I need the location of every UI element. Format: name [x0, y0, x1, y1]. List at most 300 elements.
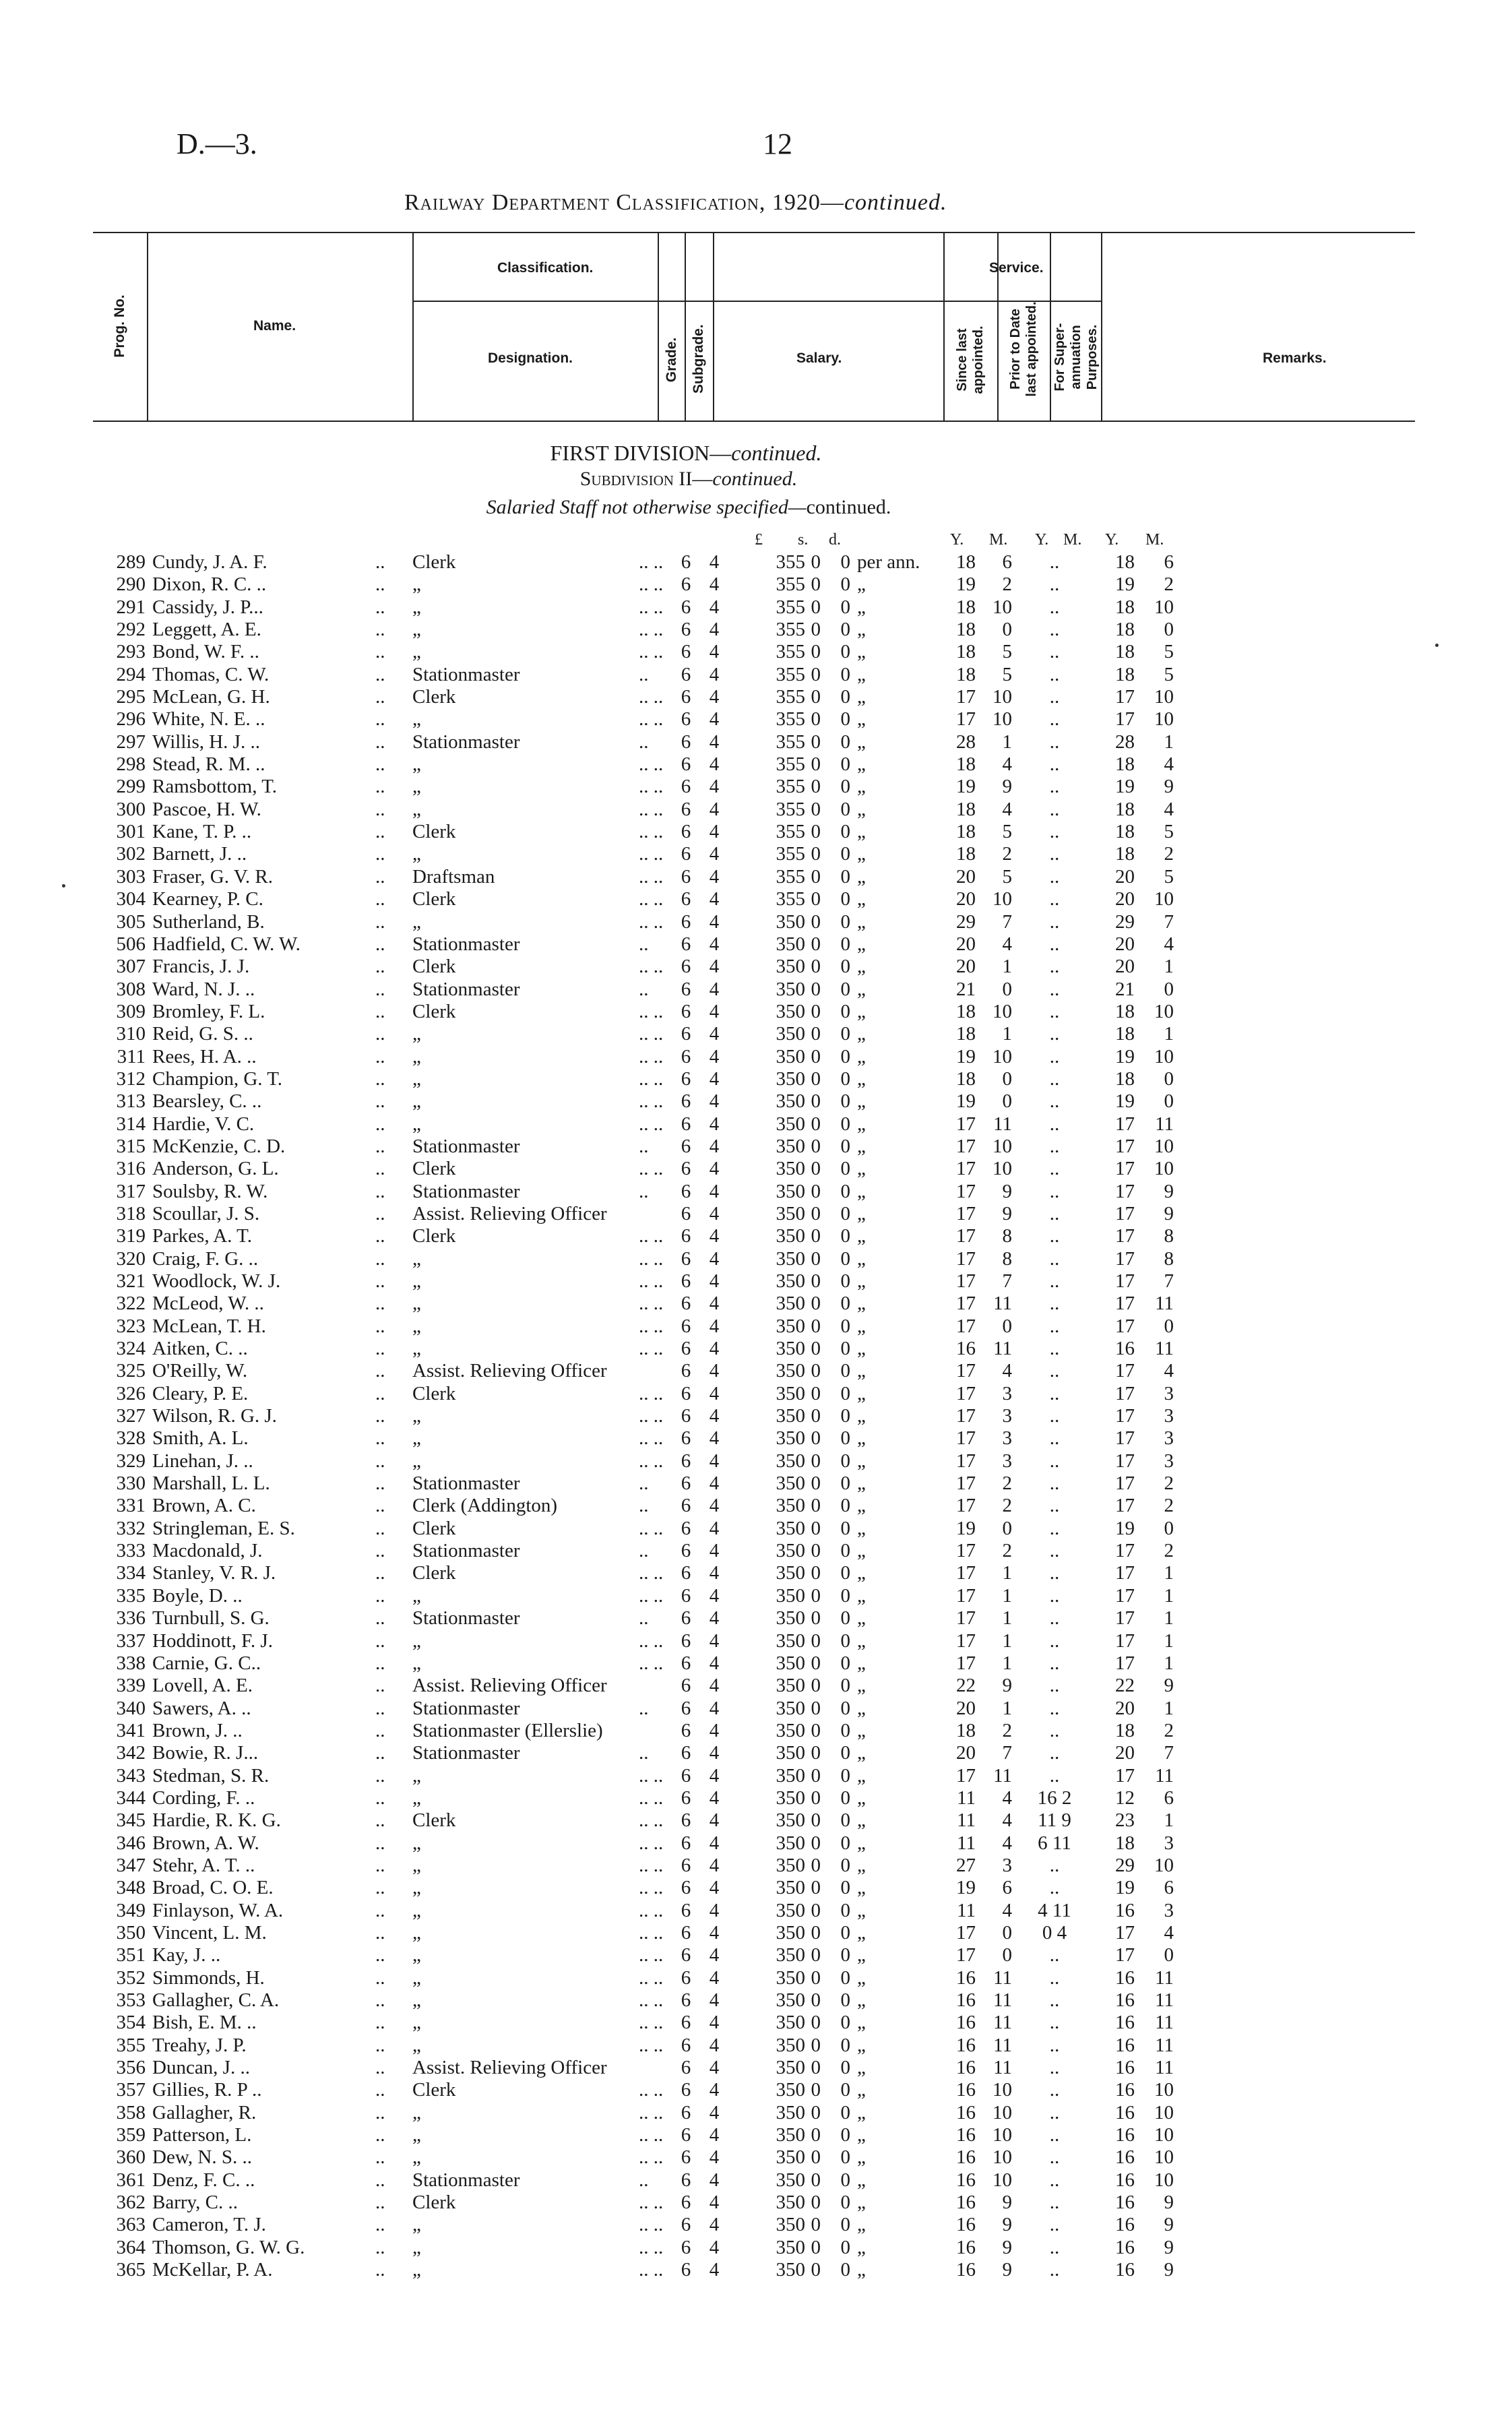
prog-no: 355: [116, 2034, 146, 2056]
prior-service: ..: [1049, 1247, 1060, 1270]
salary-pence: 0: [840, 843, 850, 865]
subgrade: 4: [709, 1652, 720, 1674]
header-prog-no: Prog. No.: [112, 294, 127, 358]
salary-pence: 0: [840, 2057, 850, 2079]
prior-service: ..: [1049, 888, 1060, 910]
salary-shillings: 0: [811, 1562, 821, 1584]
table-row: [0, 1877, 1512, 1899]
superannuation-years: 28: [1115, 731, 1135, 753]
salary-period: „: [857, 1517, 866, 1539]
table-row: [0, 1675, 1512, 1697]
grade: 6: [681, 1338, 691, 1360]
staff-name: Brown, J. ..: [152, 1719, 243, 1741]
salary-period: „: [857, 2214, 866, 2236]
leader-dots: ..: [375, 1832, 385, 1854]
salary-shillings: 0: [811, 1944, 821, 1966]
subgrade: 4: [709, 843, 720, 865]
salary-pence: 0: [840, 753, 850, 776]
grade: 6: [681, 843, 691, 865]
designation: „: [412, 1293, 421, 1315]
subgrade: 4: [709, 1540, 720, 1562]
salary-shillings: 0: [811, 2214, 821, 2236]
staff-name: Cundy, J. A. F.: [152, 551, 267, 573]
since-last-months: 9: [1002, 1180, 1012, 1202]
superannuation-months: 10: [1154, 1045, 1174, 1067]
salary-pounds: 350: [776, 1540, 805, 1562]
table-row: [0, 1248, 1512, 1270]
salary-shillings: 0: [811, 1225, 821, 1247]
salary-period: „: [857, 1899, 866, 1921]
designation: Stationmaster: [412, 1607, 520, 1630]
prog-no: 333: [116, 1540, 146, 1562]
grade: 6: [681, 1652, 691, 1674]
since-last-years: 16: [956, 2101, 976, 2123]
salary-shillings: 0: [811, 1270, 821, 1292]
superannuation-years: 18: [1115, 641, 1135, 663]
since-last-years: 18: [956, 663, 976, 685]
salary-pounds: 350: [776, 1158, 805, 1180]
since-last-months: 1: [1002, 1562, 1012, 1584]
salary-shillings: 0: [811, 1472, 821, 1495]
table-row: [0, 1944, 1512, 1966]
since-last-months: 2: [1002, 1540, 1012, 1562]
subgrade: 4: [709, 2146, 720, 2169]
superannuation-years: 18: [1115, 798, 1135, 820]
grade: 6: [681, 1899, 691, 1921]
designation: Stationmaster: [412, 663, 520, 685]
grade: 6: [681, 821, 691, 843]
staff-continued: continued.: [806, 496, 891, 518]
salary-shillings: 0: [811, 798, 821, 820]
grade: 6: [681, 753, 691, 776]
salary-shillings: 0: [811, 1854, 821, 1876]
superannuation-years: 17: [1115, 1360, 1135, 1382]
since-last-years: 20: [956, 1742, 976, 1764]
superannuation-years: 17: [1115, 1247, 1135, 1270]
salary-pence: 0: [840, 776, 850, 798]
salary-shillings: 0: [811, 1450, 821, 1472]
prior-service: ..: [1049, 1270, 1060, 1292]
designation: Stationmaster: [412, 1180, 520, 1202]
salary-period: „: [857, 2236, 866, 2258]
salary-period: „: [857, 1832, 866, 1854]
salary-period: „: [857, 1158, 866, 1180]
superannuation-years: 17: [1115, 1472, 1135, 1495]
leader-dots: ..: [375, 1180, 385, 1202]
salary-pounds: 350: [776, 1023, 805, 1045]
salary-pounds: 350: [776, 1630, 805, 1652]
since-last-months: 1: [1002, 1697, 1012, 1719]
leader-dots: ..: [375, 1989, 385, 2011]
header-name: Name.: [253, 318, 296, 334]
superannuation-years: 17: [1115, 1180, 1135, 1202]
salary-shillings: 0: [811, 956, 821, 978]
since-last-years: 17: [956, 1427, 976, 1450]
superannuation-months: 2: [1164, 573, 1174, 596]
since-last-months: 9: [1002, 776, 1012, 798]
designation: „: [412, 1045, 421, 1067]
salary-period: „: [857, 1787, 866, 1809]
leader-dots: ..: [375, 551, 385, 573]
table-row: [0, 551, 1512, 573]
prog-no: 347: [116, 1854, 146, 1876]
salary-pounds: 350: [776, 1989, 805, 2011]
since-last-years: 16: [956, 2214, 976, 2236]
salary-period: „: [857, 573, 866, 596]
prior-service: ..: [1049, 1338, 1060, 1360]
grade: 6: [681, 1697, 691, 1719]
since-last-months: 4: [1002, 753, 1012, 776]
subgrade: 4: [709, 1293, 720, 1315]
salary-shillings: 0: [811, 888, 821, 910]
since-last-years: 11: [957, 1832, 976, 1854]
since-last-months: 5: [1002, 641, 1012, 663]
prog-no: 317: [116, 1180, 146, 1202]
salary-pounds: 350: [776, 1202, 805, 1224]
prog-no: 332: [116, 1517, 146, 1539]
staff-heading: [0, 496, 1445, 519]
since-last-years: 18: [956, 596, 976, 618]
prior-service: ..: [1049, 1630, 1060, 1652]
since-last-months: 3: [1002, 1382, 1012, 1404]
salary-period: „: [857, 1023, 866, 1045]
salary-pounds: 350: [776, 1675, 805, 1697]
designation: Clerk: [412, 686, 456, 708]
grade: 6: [681, 1202, 691, 1224]
subgrade: 4: [709, 1382, 720, 1404]
designation: Stationmaster: [412, 731, 520, 753]
table-row: [0, 2169, 1512, 2192]
table-row: [0, 1203, 1512, 1225]
grade: 6: [681, 1158, 691, 1180]
salary-shillings: 0: [811, 2124, 821, 2146]
designation: „: [412, 1966, 421, 1989]
table-row: [0, 2237, 1512, 2259]
staff-name: Bowie, R. J...: [152, 1742, 259, 1764]
since-last-months: 4: [1002, 933, 1012, 955]
salary-pence: 0: [840, 910, 850, 933]
grade: 6: [681, 2146, 691, 2169]
leader-dots: ..: [375, 1450, 385, 1472]
staff-name: Bish, E. M. ..: [152, 2012, 257, 2034]
since-last-years: 21: [956, 978, 976, 1000]
superannuation-months: 9: [1164, 1675, 1174, 1697]
leader-dots: ..: [375, 1405, 385, 1427]
subgrade: 4: [709, 1338, 720, 1360]
prog-no: 324: [116, 1338, 146, 1360]
salary-pence: 0: [840, 798, 850, 820]
subgrade: 4: [709, 619, 720, 641]
table-row: [0, 956, 1512, 978]
leader-dots: .. ..: [639, 1652, 664, 1674]
grade: 6: [681, 1675, 691, 1697]
prior-service: ..: [1049, 821, 1060, 843]
prog-no: 298: [116, 753, 146, 776]
since-last-years: 11: [957, 1899, 976, 1921]
unit-years-1: Y.: [950, 531, 964, 549]
since-last-years: 16: [956, 2192, 976, 2214]
prog-no: 321: [116, 1270, 146, 1292]
unit-years-3: Y.: [1105, 531, 1119, 549]
leader-dots: ..: [375, 1787, 385, 1809]
since-last-years: 17: [956, 1764, 976, 1787]
subgrade: 4: [709, 2124, 720, 2146]
grade: 6: [681, 2124, 691, 2146]
grade: 6: [681, 2101, 691, 2123]
prior-service: ..: [1049, 686, 1060, 708]
salary-period: „: [857, 1045, 866, 1067]
salary-pence: 0: [840, 1944, 850, 1966]
salary-pounds: 355: [776, 888, 805, 910]
staff-name: Sutherland, B.: [152, 910, 265, 933]
since-last-years: 18: [956, 1000, 976, 1022]
superannuation-years: 29: [1115, 910, 1135, 933]
superannuation-years: 17: [1115, 1202, 1135, 1224]
superannuation-months: 1: [1164, 1584, 1174, 1607]
salary-pence: 0: [840, 821, 850, 843]
subgrade: 4: [709, 2079, 720, 2101]
salary-pence: 0: [840, 2169, 850, 2191]
prog-no: 304: [116, 888, 146, 910]
subgrade: 4: [709, 1809, 720, 1832]
subgrade: 4: [709, 956, 720, 978]
leader-dots: ..: [375, 1495, 385, 1517]
salary-pence: 0: [840, 2146, 850, 2169]
salary-shillings: 0: [811, 2057, 821, 2079]
designation: „: [412, 596, 421, 618]
superannuation-years: 17: [1115, 1562, 1135, 1584]
prog-no: 356: [116, 2057, 146, 2079]
superannuation-years: 16: [1115, 2259, 1135, 2281]
salary-pounds: 350: [776, 1427, 805, 1450]
designation: „: [412, 1450, 421, 1472]
subgrade: 4: [709, 2169, 720, 2191]
leader-dots: ..: [375, 1338, 385, 1360]
superannuation-years: 21: [1115, 978, 1135, 1000]
salary-pounds: 350: [776, 2012, 805, 2034]
staff-label: Salaried Staff not otherwise specified—: [486, 496, 807, 518]
table-row: [0, 979, 1512, 1001]
leader-dots: ..: [375, 1742, 385, 1764]
grade: 6: [681, 1517, 691, 1539]
designation: „: [412, 1247, 421, 1270]
designation: „: [412, 2012, 421, 2034]
designation: Assist. Relieving Officer: [412, 1675, 607, 1697]
salary-shillings: 0: [811, 1899, 821, 1921]
leader-dots: .. ..: [639, 1787, 664, 1809]
since-last-months: 11: [993, 1293, 1012, 1315]
staff-name: Craig, F. G. ..: [152, 1247, 259, 1270]
leader-dots: ..: [375, 1023, 385, 1045]
salary-period: „: [857, 1966, 866, 1989]
subgrade: 4: [709, 933, 720, 955]
leader-dots: .. ..: [639, 1225, 664, 1247]
superannuation-months: 2: [1164, 1540, 1174, 1562]
salary-pounds: 350: [776, 2101, 805, 2123]
leader-dots: ..: [639, 2169, 649, 2191]
grade: 6: [681, 956, 691, 978]
superannuation-months: 10: [1154, 1158, 1174, 1180]
staff-name: Carnie, G. C..: [152, 1652, 261, 1674]
prog-no: 303: [116, 865, 146, 888]
prog-no: 290: [116, 573, 146, 596]
salary-period: „: [857, 1675, 866, 1697]
salary-pounds: 350: [776, 1472, 805, 1495]
table-row: [0, 641, 1512, 663]
table-row: [0, 2124, 1512, 2146]
leader-dots: .. ..: [639, 1562, 664, 1584]
designation: „: [412, 708, 421, 731]
superannuation-years: 22: [1115, 1675, 1135, 1697]
leader-dots: .. ..: [639, 1270, 664, 1292]
superannuation-months: 11: [1155, 1338, 1174, 1360]
salary-period: „: [857, 1719, 866, 1741]
superannuation-years: 17: [1115, 1630, 1135, 1652]
superannuation-months: 2: [1164, 1472, 1174, 1495]
salary-pounds: 355: [776, 731, 805, 753]
subgrade: 4: [709, 1719, 720, 1741]
since-last-months: 11: [993, 1989, 1012, 2011]
leader-dots: ..: [375, 1472, 385, 1495]
prior-service: ..: [1049, 663, 1060, 685]
leader-dots: ..: [639, 1180, 649, 1202]
superannuation-years: 18: [1115, 619, 1135, 641]
designation: „: [412, 1067, 421, 1090]
salary-pence: 0: [840, 1293, 850, 1315]
superannuation-months: 9: [1164, 2192, 1174, 2214]
prior-service: ..: [1049, 1180, 1060, 1202]
subgrade: 4: [709, 888, 720, 910]
designation: Clerk: [412, 1809, 456, 1832]
salary-pence: 0: [840, 2214, 850, 2236]
designation: „: [412, 1427, 421, 1450]
leader-dots: ..: [375, 1427, 385, 1450]
salary-shillings: 0: [811, 1023, 821, 1045]
leader-dots: ..: [639, 1135, 649, 1157]
since-last-months: 11: [993, 2057, 1012, 2079]
staff-name: Cameron, T. J.: [152, 2214, 266, 2236]
prog-no: 343: [116, 1764, 146, 1787]
superannuation-years: 18: [1115, 1719, 1135, 1741]
salary-shillings: 0: [811, 1540, 821, 1562]
salary-pence: 0: [840, 1338, 850, 1360]
salary-pence: 0: [840, 1270, 850, 1292]
prog-no: 353: [116, 1989, 146, 2011]
grade: 6: [681, 1450, 691, 1472]
since-last-years: 18: [956, 1719, 976, 1741]
salary-pounds: 350: [776, 2192, 805, 2214]
leader-dots: ..: [375, 1854, 385, 1876]
prior-service: ..: [1049, 1697, 1060, 1719]
prog-no: 307: [116, 956, 146, 978]
salary-pence: 0: [840, 1495, 850, 1517]
subdivision-label: Subdivision II—: [579, 468, 713, 490]
prior-service: ..: [1049, 1360, 1060, 1382]
subgrade: 4: [709, 1697, 720, 1719]
salary-pence: 0: [840, 1360, 850, 1382]
superannuation-years: 17: [1115, 686, 1135, 708]
salary-period: „: [857, 1652, 866, 1674]
since-last-months: 4: [1002, 1899, 1012, 1921]
superannuation-months: 11: [1155, 1293, 1174, 1315]
salary-pence: 0: [840, 2236, 850, 2258]
salary-period: „: [857, 1540, 866, 1562]
designation: „: [412, 1090, 421, 1113]
staff-name: Stedman, S. R.: [152, 1764, 270, 1787]
leader-dots: ..: [375, 956, 385, 978]
prog-no: 336: [116, 1607, 146, 1630]
salary-pounds: 350: [776, 1562, 805, 1584]
leader-dots: ..: [639, 731, 649, 753]
grade: 6: [681, 776, 691, 798]
subgrade: 4: [709, 1113, 720, 1135]
since-last-years: 17: [956, 1293, 976, 1315]
prog-no: 334: [116, 1562, 146, 1584]
staff-name: Patterson, L.: [152, 2124, 252, 2146]
leader-dots: .. ..: [639, 708, 664, 731]
grade: 6: [681, 1764, 691, 1787]
salary-period: „: [857, 798, 866, 820]
salary-pounds: 355: [776, 619, 805, 641]
leader-dots: ..: [375, 865, 385, 888]
leader-dots: ..: [375, 1944, 385, 1966]
grade: 6: [681, 2214, 691, 2236]
since-last-months: 2: [1002, 1495, 1012, 1517]
table-row: [0, 1652, 1512, 1675]
superannuation-months: 10: [1154, 1135, 1174, 1157]
since-last-months: 2: [1002, 1719, 1012, 1741]
leader-dots: ..: [375, 1045, 385, 1067]
salary-shillings: 0: [811, 910, 821, 933]
staff-name: White, N. E. ..: [152, 708, 265, 731]
since-last-months: 1: [1002, 1652, 1012, 1674]
since-last-years: 17: [956, 1405, 976, 1427]
salary-pounds: 350: [776, 1652, 805, 1674]
salary-period: „: [857, 1113, 866, 1135]
since-last-months: 10: [993, 2124, 1012, 2146]
salary-pence: 0: [840, 1113, 850, 1135]
superannuation-months: 6: [1164, 1787, 1174, 1809]
designation: „: [412, 573, 421, 596]
subgrade: 4: [709, 1675, 720, 1697]
superannuation-years: 29: [1115, 1854, 1135, 1876]
since-last-years: 19: [956, 1090, 976, 1113]
salary-shillings: 0: [811, 551, 821, 573]
prior-service: ..: [1049, 2236, 1060, 2258]
superannuation-years: 16: [1115, 2214, 1135, 2236]
salary-pounds: 350: [776, 1719, 805, 1741]
salary-pounds: 350: [776, 1405, 805, 1427]
salary-pounds: 350: [776, 2259, 805, 2281]
superannuation-years: 17: [1115, 1113, 1135, 1135]
grade: 6: [681, 1921, 691, 1944]
salary-shillings: 0: [811, 1742, 821, 1764]
salary-shillings: 0: [811, 865, 821, 888]
grade: 6: [681, 1225, 691, 1247]
salary-pounds: 355: [776, 641, 805, 663]
superannuation-months: 11: [1155, 1966, 1174, 1989]
subgrade: 4: [709, 2192, 720, 2214]
table-header: [93, 232, 1415, 422]
table-row: [0, 2259, 1512, 2281]
superannuation-years: 18: [1115, 821, 1135, 843]
grade: 6: [681, 1809, 691, 1832]
table-row: [0, 866, 1512, 888]
salary-pence: 0: [840, 573, 850, 596]
prior-service: ..: [1049, 1495, 1060, 1517]
superannuation-years: 16: [1115, 2236, 1135, 2258]
table-row: [0, 1225, 1512, 1247]
